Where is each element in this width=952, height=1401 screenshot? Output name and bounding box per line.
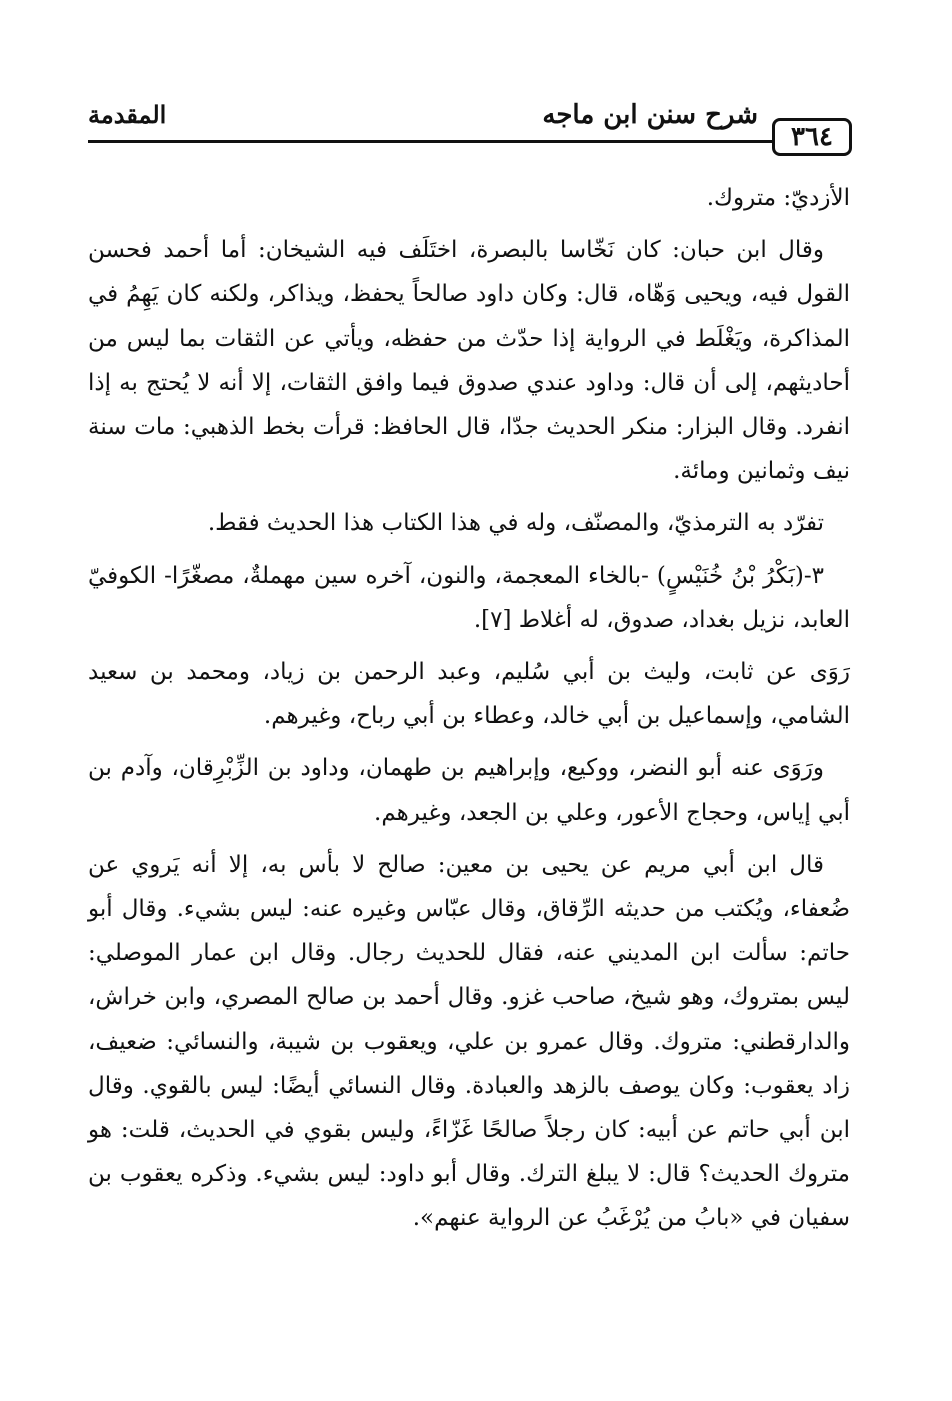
page-body	[88, 176, 850, 1249]
paragraph-7: قال ابن أبي مريم عن يحيى بن معين: صالح لا بأس به، إلا أنه يَروي عن ضُعفاء، ويُكتب من حديثه الرِّقاق، وقال عبّاس وغيره عنه: ليس بشيء. وقال أبو حاتم: سألت ابن المديني عنه، فقال للحديث رجال. وقال ابن عمار الموصلي: ليس بمتروك، وهو شيخ، صاحب غزو. وقال أحمد بن صالح المصري، وابن خراش، والدارقطني: متروك. وقال عمرو بن علي، ويعقوب بن شيبة، والنسائي: ضعيف، زاد يعقوب: وكان يوصف بالزهد والعبادة. وقال النسائي أيضًا: ليس بالقوي. وقال ابن أبي حاتم عن أبيه: كان رجلاً صالحًا غَزّاءً، وليس بقوي في الحديث، قلت: هو متروك الحديث؟ قال: لا يبلغ الترك. وقال أبو داود: ليس بشيء. وذكره يعقوب بن سفيان في «بابُ من يُرْغَبُ عن الرواية عنهم».	[88, 851, 851, 1232]
section-title: المقدمة	[88, 100, 167, 129]
page-header	[88, 100, 852, 158]
paragraph-6: ورَوَى عنه أبو النضر، ووكيع، وإبراهيم بن طهمان، وداود بن الزِّبْرِقان، وآدم بن أبي إياس، وحجاج الأعور، وعلي بن الجعد، وغيرهم.	[88, 755, 850, 826]
paragraph-4-narrator-entry: ٣-(بَكْرُ بْنُ خُنَيْسٍ) -بالخاء المعجمة، والنون، آخره سين مهملةٌ، مصغّرًا- الكوفيّ العابد، نزيل بغداد، صدوق، له أغلاط [٧].	[88, 562, 850, 633]
page-number: ٣٦٤	[772, 118, 852, 156]
book-title: شرح سنن ابن ماجه	[542, 100, 758, 130]
paragraph-2: وقال ابن حبان: كان نَخّاسا بالبصرة، اختَلَف فيه الشيخان: أما أحمد فحسن القول فيه، ويحيى وَهّاه، قال: وكان داود صالحاً يحفظ، ويذاكر، ولكنه كان يَهِمُ في المذاكرة، ويَغْلَط في الرواية إذا حدّث من حفظه، ويأتي عن الثقات بما ليس من أحاديثهم، إلى أن قال: وداود عندي صدوق فيما وافق الثقات، إلا أنه لا يُحتج به إذا انفرد. وقال البزار: منكر الحديث جدّا، قال الحافظ: قرأت بخط الذهبي: مات سنة نيف وثمانين ومائة.	[88, 237, 850, 485]
paragraph-5: رَوَى عن ثابت، وليث بن أبي سُليم، وعبد الرحمن بن زياد، ومحمد بن سعيد الشامي، وإسماعيل بن أبي خالد، وعطاء بن أبي رباح، وغيرهم.	[88, 659, 850, 730]
paragraph-3: تفرّد به الترمذيّ، والمصنّف، وله في هذا الكتاب هذا الحديث فقط.	[207, 510, 824, 537]
paragraph-1: الأزديّ: متروك.	[706, 185, 850, 211]
header-rule	[88, 140, 774, 143]
